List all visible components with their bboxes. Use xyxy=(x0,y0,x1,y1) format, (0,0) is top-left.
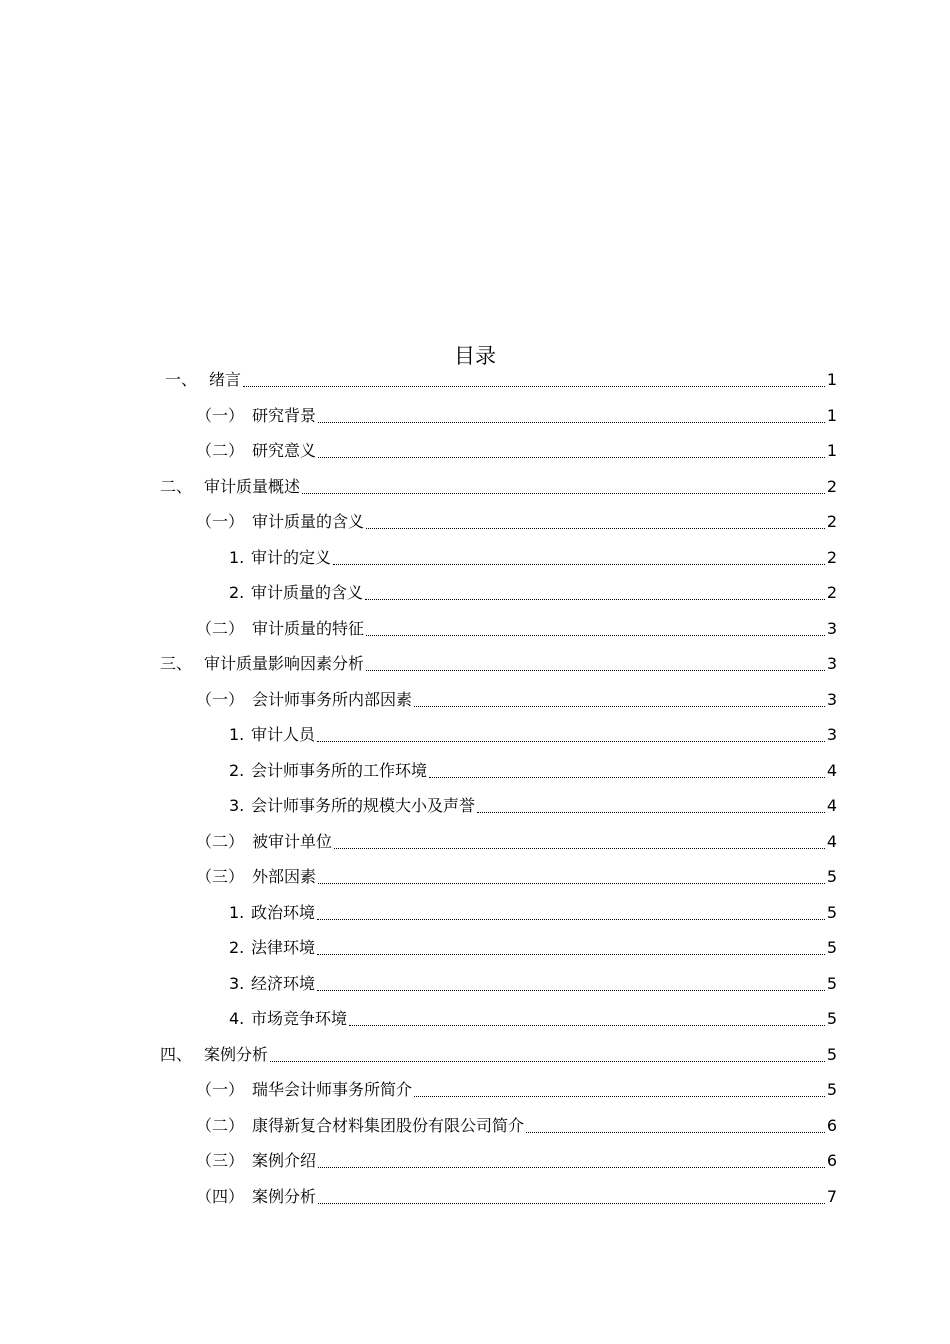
toc-entry-title: 案例介绍 xyxy=(252,1151,317,1170)
toc-number: 4. xyxy=(229,1009,245,1028)
toc-page-number: 5 xyxy=(826,938,837,957)
toc-dot-leader xyxy=(477,788,825,824)
toc-number: 1. xyxy=(229,725,245,744)
toc-page-number: 2 xyxy=(826,583,837,602)
toc-dot-leader xyxy=(317,930,825,966)
toc-entry[interactable] xyxy=(229,930,837,966)
toc-entry[interactable] xyxy=(196,398,837,434)
toc-entry[interactable] xyxy=(196,433,837,469)
toc-page-number: 7 xyxy=(826,1186,837,1206)
toc-entry[interactable] xyxy=(229,717,837,753)
toc-entry[interactable] xyxy=(196,859,837,895)
toc-number: （一） xyxy=(196,512,245,531)
toc-dot-leader xyxy=(414,682,825,718)
toc-title: 目录 xyxy=(454,344,496,368)
toc-page-number: 1 xyxy=(826,441,837,460)
toc-page-number: 1 xyxy=(826,370,837,389)
toc-number: 1. xyxy=(229,902,245,922)
toc-dot-leader xyxy=(318,398,825,434)
toc-entry-title: 审计质量的特征 xyxy=(252,618,365,638)
toc-page-number: 3 xyxy=(826,618,837,638)
toc-number: （二） xyxy=(196,618,245,638)
toc-dot-leader xyxy=(317,966,825,1002)
toc-entry-title: 外部因素 xyxy=(252,867,317,886)
toc-entry[interactable] xyxy=(229,895,837,931)
toc-dot-leader xyxy=(333,540,825,576)
toc-entry-title: 审计的定义 xyxy=(251,547,332,567)
toc-number: 三、 xyxy=(160,654,193,673)
toc-entry-title: 案例分析 xyxy=(252,1186,317,1206)
toc-page-number: 1 xyxy=(826,405,837,425)
toc-entry-title: 会计师事务所的工作环境 xyxy=(251,760,428,780)
toc-entry[interactable] xyxy=(196,504,837,540)
toc-page-number: 6 xyxy=(826,1115,837,1135)
toc-page-number: 4 xyxy=(826,796,837,815)
toc-dot-leader xyxy=(317,717,825,753)
toc-page-number: 5 xyxy=(826,1009,837,1028)
toc-entry-title: 会计师事务所内部因素 xyxy=(252,689,413,709)
toc-dot-leader xyxy=(365,575,825,611)
toc-number: （二） xyxy=(196,441,245,460)
toc-entry-title: 绪言 xyxy=(209,370,242,389)
toc-entry-title: 研究背景 xyxy=(252,405,317,425)
toc-entry[interactable] xyxy=(229,966,837,1002)
toc-page-number: 2 xyxy=(826,512,837,531)
toc-number: 四、 xyxy=(160,1044,193,1064)
toc-entry-title: 研究意义 xyxy=(252,441,317,460)
toc-page-number: 3 xyxy=(826,654,837,673)
toc-number: 2. xyxy=(229,583,245,602)
toc-number: 3. xyxy=(229,796,245,815)
toc-dot-leader xyxy=(270,1037,825,1073)
toc-entry-title: 瑞华会计师事务所简介 xyxy=(252,1080,413,1099)
toc-entry[interactable] xyxy=(196,682,837,718)
toc-entry[interactable] xyxy=(229,753,837,789)
toc-entry-title: 康得新复合材料集团股份有限公司简介 xyxy=(252,1115,525,1135)
toc-number: （二） xyxy=(196,831,245,851)
toc-entry-title: 会计师事务所的规模大小及声誉 xyxy=(251,796,476,815)
toc-entry[interactable] xyxy=(196,1072,837,1108)
toc-dot-leader xyxy=(526,1108,825,1144)
toc-entry-title: 审计质量的含义 xyxy=(252,512,365,531)
toc-entry[interactable] xyxy=(229,1001,837,1037)
toc-number: （三） xyxy=(196,1151,245,1170)
toc-page-number: 2 xyxy=(826,547,837,567)
toc-page-number: 4 xyxy=(826,831,837,851)
toc-page-number: 2 xyxy=(826,476,837,496)
toc-dot-leader xyxy=(243,362,825,398)
toc-page-number: 5 xyxy=(826,867,837,886)
toc-page-number: 6 xyxy=(826,1151,837,1170)
toc-page-number: 4 xyxy=(826,760,837,780)
toc-entry-title: 审计质量影响因素分析 xyxy=(204,654,365,673)
toc-entry[interactable] xyxy=(229,540,837,576)
toc-number: （二） xyxy=(196,1115,245,1135)
toc-dot-leader xyxy=(334,824,825,860)
toc-entry-title: 案例分析 xyxy=(204,1044,269,1064)
toc-page-number: 5 xyxy=(826,1044,837,1064)
toc-page-number: 5 xyxy=(826,973,837,993)
toc-page-number: 5 xyxy=(826,1080,837,1099)
toc-number: 3. xyxy=(229,973,245,993)
toc-entry[interactable] xyxy=(160,469,837,505)
toc-dot-leader xyxy=(318,433,825,469)
toc-entry-title: 法律环境 xyxy=(251,938,316,957)
toc-entry-title: 市场竞争环境 xyxy=(251,1009,348,1028)
toc-entry[interactable] xyxy=(196,611,837,647)
toc-entry-title: 经济环境 xyxy=(251,973,316,993)
toc-dot-leader xyxy=(414,1072,825,1108)
toc-entry-title: 政治环境 xyxy=(251,902,316,922)
toc-dot-leader xyxy=(318,1143,825,1179)
toc-dot-leader xyxy=(349,1001,825,1037)
toc-entry-title: 审计人员 xyxy=(251,725,316,744)
toc-entry[interactable] xyxy=(196,1108,837,1144)
toc-number: 2. xyxy=(229,760,245,780)
toc-number: （四） xyxy=(196,1186,245,1206)
toc-dot-leader xyxy=(429,753,825,789)
toc-entry-title: 审计质量概述 xyxy=(204,476,301,496)
toc-entry[interactable] xyxy=(229,575,837,611)
toc-entry[interactable] xyxy=(229,788,837,824)
toc-entry-title: 被审计单位 xyxy=(252,831,333,851)
toc-entry-title: 审计质量的含义 xyxy=(251,583,364,602)
toc-number: （三） xyxy=(196,867,245,886)
toc-number: 2. xyxy=(229,938,245,957)
toc-number: 一、 xyxy=(165,370,198,389)
toc-dot-leader xyxy=(318,859,825,895)
toc-entry[interactable] xyxy=(196,1179,837,1215)
toc-dot-leader xyxy=(318,1179,825,1215)
toc-dot-leader xyxy=(366,646,825,682)
toc-page-number: 5 xyxy=(826,902,837,922)
toc-entry[interactable] xyxy=(196,1143,837,1179)
toc-dot-leader xyxy=(366,504,825,540)
toc-page-number: 3 xyxy=(826,689,837,709)
toc-page-number: 3 xyxy=(826,725,837,744)
toc-dot-leader xyxy=(302,469,825,505)
toc-number: （一） xyxy=(196,405,245,425)
toc-dot-leader xyxy=(366,611,825,647)
toc-number: （一） xyxy=(196,689,245,709)
toc-entry[interactable] xyxy=(160,646,837,682)
toc-entry[interactable] xyxy=(165,362,837,398)
toc-number: 1. xyxy=(229,547,245,567)
toc-entry[interactable] xyxy=(196,824,837,860)
toc-dot-leader xyxy=(317,895,825,931)
toc-number: （一） xyxy=(196,1080,245,1099)
toc-entry[interactable] xyxy=(160,1037,837,1073)
toc-number: 二、 xyxy=(160,476,193,496)
